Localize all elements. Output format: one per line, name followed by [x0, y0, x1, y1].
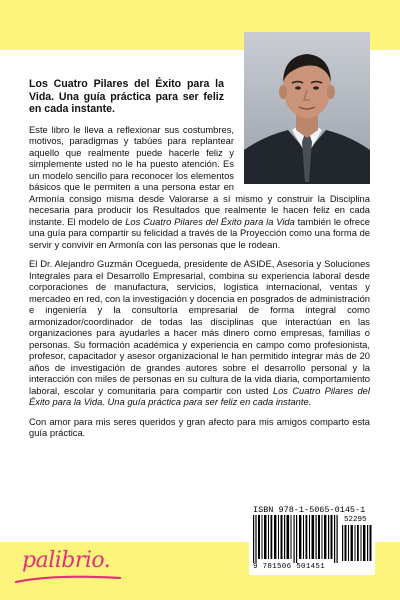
description-text-end: también le ofrece una guía para compartir su felicidad a través de la Proyección como una forma de servir y convivir en Armonía con las personas que le rodean.	[29, 215, 370, 250]
barcode-addon-bars	[342, 525, 372, 561]
publisher-logo-swoosh-icon	[14, 572, 124, 586]
barcode-bars	[253, 515, 339, 563]
author-photo-frame	[244, 32, 370, 184]
bio-text: El Dr. Alejandro Guzmán Ocegueda, presidente de ASIDE, Asesoría y Soluciones Integrales para el Desarrollo Empresarial, combina su experiencia laboral desde corporaciones de manufactura, servicios, logística internacional, ventas y mercadeo en red, con la investigación y docencia en posgrados de administración e ingeniería y la consultoría empresarial de forma integral como armonizador/coordinador de todas las disciplinas que interactúan en las organizaciones para ayudarles a hacer más dinero como empresas, familias o personas. Su formación académica y experiencia en campo como profesionista, profesor, capacitador y asesor organizacional le han permitido integrar más de 20 años de investigación de grandes autores sobre el desarrollo personal y la interacción con miles de personas en su cultura de la vida diaria, comportamiento laboral, escolar y comunitaria para compartir con usted	[29, 258, 370, 396]
cover-content	[29, 78, 370, 447]
isbn-label: ISBN 978-1-5065-0145-1	[253, 505, 366, 515]
publisher-logo: palibrio.	[22, 548, 111, 573]
author-bio	[29, 258, 370, 408]
barcode-price-code: 52295	[344, 516, 367, 524]
bio-book-name: Los Cuatro Pilares del Éxito para la Vida. Una guía práctica para ser feliz en cada instante.	[29, 384, 370, 408]
isbn-barcode	[249, 503, 375, 575]
ean-digits: 9 781506 501451	[253, 563, 326, 571]
author-photo	[244, 32, 370, 184]
book-title: Los Cuatro Pilares del Éxito para la Vida. Una guía práctica para ser feliz en cada instante.	[29, 78, 224, 116]
description-text: Este libro le lleva a reflexionar sus costumbres, motivos, paradigmas y tabúes para replantear aquello que realmente puede hacerle feliz y simplemente usted no le ha puesto atención. Es un modelo sencillo para reconocer los elementos básicos que le permiten a una persona estar en Armonía consigo misma desde Valorarse a sí mismo y construir la Disciplina necesaria para producir los Resultados que realmente le hacen feliz en cada instante. El modelo de	[29, 123, 370, 227]
dedication: Con amor para mis seres queridos y gran afecto para mis amigos comparto esta guía práctica.	[29, 415, 370, 439]
description-book-name: Los Cuatro Pilares del Éxito para la Vida	[125, 215, 295, 227]
